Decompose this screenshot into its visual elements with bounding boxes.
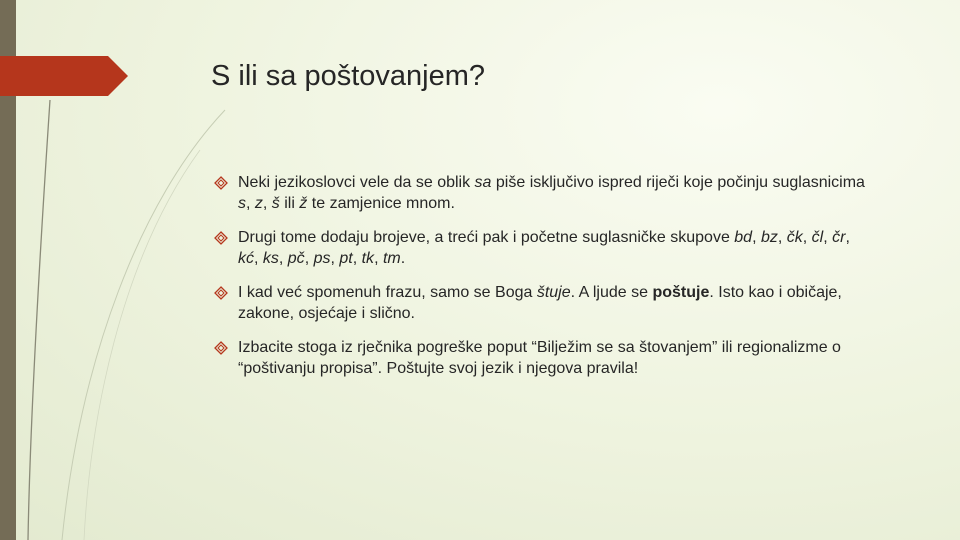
bullet-text-segment: , xyxy=(845,229,850,246)
bullet-text-segment: pt xyxy=(339,250,353,267)
bullet-text-segment: , xyxy=(254,250,263,267)
bullet-text-segment: bz xyxy=(760,229,778,246)
bullet-text-segment: te zamjenice mnom. xyxy=(307,195,455,212)
diamond-bullet-icon xyxy=(214,341,228,355)
bullet-text-segment: Izbacite stoga iz rječnika pogreške poput “Bilježim se sa štovanjem” ili regionalizme o “poštivanju propisa”. Poštujte svoj jezik i njegova pravila! xyxy=(238,339,841,377)
bullet-text-segment: , xyxy=(330,250,340,267)
bullet-item xyxy=(212,227,872,269)
bullet-text xyxy=(238,174,865,212)
bullet-text-segment: , xyxy=(262,195,272,212)
slide-title: S ili sa poštovanjem? xyxy=(211,60,486,92)
bullet-item xyxy=(212,172,872,214)
bullet-text-segment: čl xyxy=(811,229,824,246)
bullet-list xyxy=(212,172,872,392)
diamond-bullet-icon xyxy=(214,176,228,190)
bullet-text-segment: . Isto kao i običaje, zakone, osjećaje i slično. xyxy=(238,284,842,322)
bullet-text-segment: s xyxy=(238,195,246,212)
bullet-text-segment: š xyxy=(271,195,280,212)
bullet-text-segment: Drugi tome dodaju brojeve, a treći pak i početne suglasničke skupove xyxy=(238,229,735,246)
bullet-text-segment: Neki jezikoslovci vele da se oblik xyxy=(238,174,475,191)
bullet-text-segment: bd xyxy=(734,229,753,246)
bullet-item xyxy=(212,337,872,379)
bullet-text-segment: pč xyxy=(287,250,305,267)
bullet-text-segment: , xyxy=(304,250,314,267)
bullet-text-segment: piše isključivo ispred riječi koje počinju suglasnicima xyxy=(491,174,865,191)
bullet-text-segment: tm xyxy=(382,250,401,267)
bullet-text-segment: I kad već spomenuh frazu, samo se Boga xyxy=(238,284,537,301)
bullet-text-segment: čr xyxy=(832,229,846,246)
bullet-text xyxy=(238,284,842,322)
bullet-text-segment: poštuje xyxy=(652,284,710,301)
bullet-text-segment: , xyxy=(823,229,833,246)
bullet-text-segment: , xyxy=(802,229,812,246)
bullet-text xyxy=(238,339,841,377)
bullet-text-segment: , xyxy=(374,250,383,267)
title-accent-tab xyxy=(0,56,128,96)
bullet-text-segment: sa xyxy=(474,174,492,191)
bullet-text-segment: , xyxy=(752,229,761,246)
diamond-bullet-icon xyxy=(214,231,228,245)
bullet-text-segment: , xyxy=(278,250,288,267)
bullet-text-segment: . A ljude se xyxy=(570,284,653,301)
bullet-text-segment: , xyxy=(352,250,362,267)
bullet-text-segment: ks xyxy=(262,250,279,267)
bullet-text-segment: , xyxy=(246,195,255,212)
bullet-text-segment: z xyxy=(254,195,263,212)
diamond-bullet-icon xyxy=(214,286,228,300)
bullet-text-segment: ili xyxy=(279,195,300,212)
bullet-text-segment: čk xyxy=(786,229,803,246)
bullet-text-segment: tk xyxy=(361,250,375,267)
bullet-text-segment: . xyxy=(400,250,406,267)
bullet-text-segment: kć xyxy=(238,250,254,267)
bullet-text-segment: ž xyxy=(299,195,308,212)
bullet-text xyxy=(238,229,850,267)
bullet-text-segment: ps xyxy=(313,250,331,267)
bullet-text-segment: štuje xyxy=(536,284,571,301)
bullet-text-segment: , xyxy=(777,229,787,246)
bullet-item xyxy=(212,282,872,324)
